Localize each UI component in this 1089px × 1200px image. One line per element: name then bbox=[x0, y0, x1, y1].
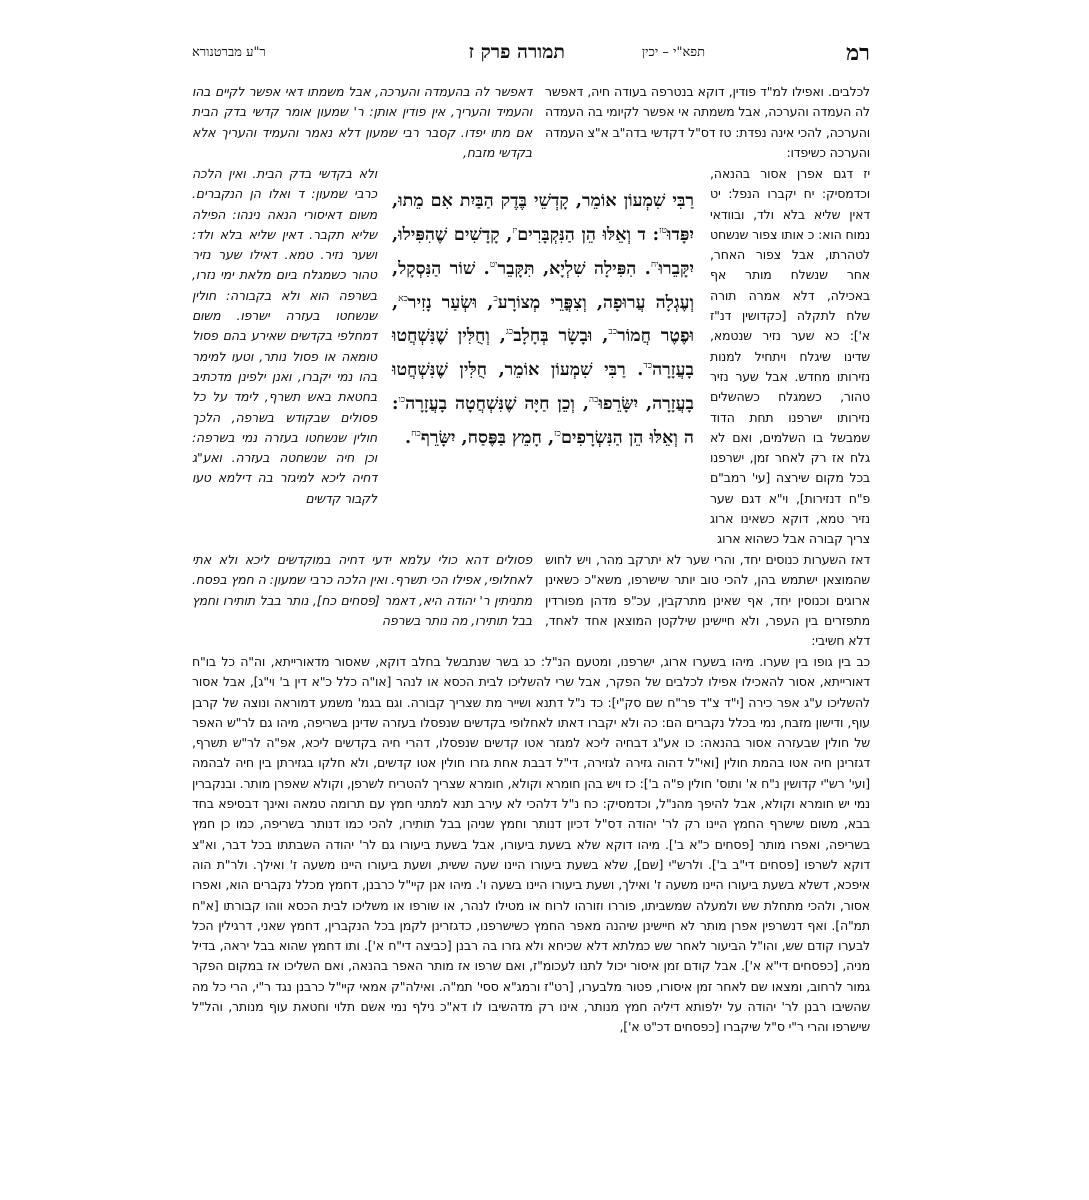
note-marker: כב bbox=[608, 327, 618, 338]
note-marker: כח bbox=[411, 428, 421, 439]
note-marker: כו bbox=[398, 395, 406, 406]
note-marker: כד bbox=[643, 361, 653, 372]
tractate-title: תמורה פרק ז bbox=[468, 41, 565, 63]
mishna-segment: . הִפִּילָה שִׁלְיָא, תִּקָּבֵר bbox=[497, 258, 651, 279]
mishna-segment: : ה וְאֵלּוּ הֵן הַנִּשְׂרָפִים bbox=[392, 393, 694, 448]
bartenura-commentary-tail: פסולים דהא כולי עלמא ידעי דחיה במוקדשים ליכא ולא אתי לאחלופי, אפילו הכי תשרף. ואין הלכה כרבי שמעון: ה חמץ בפסח. מתניתין ר' יהודה היא, דאמר [פסחים כח], נותר בבל תותירו וחמץ בבל תותירו, מה נותר בשרפה bbox=[192, 552, 532, 628]
mishna-segment: , וּשְׂעַר נָזִיר bbox=[407, 292, 494, 313]
note-marker: כז bbox=[554, 428, 561, 439]
mishna-segment: , וּבָשָׂר בְּחָלָב bbox=[513, 326, 609, 347]
note-marker: יז bbox=[512, 226, 518, 236]
note-marker: יט bbox=[489, 259, 498, 270]
commentary-label-yachin: תפא"י – יכין bbox=[641, 45, 705, 60]
mishna-segment: : ד וְאֵלּוּ הֵן הַנִּקְבָּרִים bbox=[517, 224, 660, 245]
talmud-page bbox=[192, 38, 870, 1035]
note-marker: כא bbox=[398, 293, 408, 304]
mishna-segment: , קָדָשִׁים שֶׁהִפִּילוּ, יִקָּבֵרוּ bbox=[392, 224, 694, 279]
note-marker: כה bbox=[588, 395, 599, 406]
commentary-label-bartenura: ר"ע מברטנורא bbox=[192, 45, 266, 60]
mishna-segment: . bbox=[405, 427, 412, 448]
bartenura-commentary-narrow: ולא בקדשי בדק הבית. ואין הלכה כרבי שמעון: ד ואלו הן הנקברים. משום דאיסורי הנאה נינהו: הפילה שליא תקבר. דאין שליא בלא ולד: ושער נזיר. טמא. דאילו שער נזיר טהור כשמגלח ביום מלאת ימי נזרו, בשרפה הוא ולא בקבורה: חולין שנשחטו בעזרה ישרפו. משום דמחלפי בקדשים שאירע בהם פסול טומאה או פסול נותר, וטעו למימר בהו נמי יקברו, ואנן ילפינן מדכתיב בחטאת באש תשרף, לימד על כל פסולים שבקודש בשרפה, הלכך חולין שנשחטו בעזרה נמי בשרפה: וכן חיה שנשחטה בעזרה. ואע"ג דחיה ליכא למיגזר בה דילמא טעו לקבור קדשים bbox=[192, 166, 377, 506]
page-header bbox=[192, 38, 870, 68]
note-marker: טז bbox=[659, 226, 667, 236]
yachin-commentary-narrow: יז דגם אפרן אסור בהנאה, וכדמסיק: יח יקברו הנפל: יט דאין שליא בלא ולד, ובוודאי נמוח הוא: כ אותו צפור שנשחט לטהרתו, אבל צפור האחר, אחר שנשלח מותר אף באכילה, דלא אמרה תורה שלח לתקלה [כקדושין דנ"ז א']: כא שער נזיר שנטמא, שדינו שיגלח ויתחיל למנות נזירותו מחדש. אבל שער נזיר טהור, כשמגלח כשהשלים נזירותו ישרפנו תחת הדוד שמבשל בו השלמים, ואם לא גלח אז רק לאחר זמן, ישרפנו בכל מקום שירצה [עי' רמב"ם פ"ח דנזירות], וי"א דגם שער נזיר טמא, דוקא כשאינו ארוג צריך קבורה אבל כשהוא ארוג bbox=[710, 166, 870, 547]
note-marker: יח bbox=[650, 259, 659, 270]
yachin-commentary-bottom: כב בין גופו בין שערו. מיהו בשערו ארוג, ישרפנו, ומטעם הנ"ל: כג בשר שנתבשל בחלב דוקא, שאסור מדאורייתא, וה"ה כל בו"ח דאורייתא, אסור להאכילו אפילו לכלבים של הפקר, אבל שרי להשליכו לבית הכסא או לנהר [או"ה כלל כ"א דין ב' וי"ג], אבל אסור להשליכו ע"ג אפר כירה [י"ד צ"ד פר"ח שם סק"י]: כד נ"ל דתנא ושייר מת שצריך קבורה. וגם בגמ' משמע דמוראה ונוצה של קרבן עוף, ודישון מזבח, נמי בכלל נקברים הם: כה ולא יקברו דאתו לאחלופי בקדשים שנפסלו בעזרה שדינן בשריפה, מיהו גם לר"ש האפר של חולין שבעזרה אסור בהנאה: כו אע"ג דבחיה ליכא למגזר אטו קדשים שנפסלו, דהרי חיה בקדשים ליכא, אפ"ה לר"ש תשרף, דגזרינן חיה אטו בהמת חולין [ואי"ל דהוה גזירה לגזירה, די"ל דבבת אחת גזרו חולין אטו קדשים, ולא חלקו בגזירתן בין חיה לבהמה [ועי' רש"י קדושין נ"ח א' ותוס' חולין פ"ה ב']: כז ויש בהן חומרא וקולא, חומרא שצריך להטריח לשרפן, וקולא שאפרן מותר. ובנקברין נמי יש חומרא וקולא, אבל להיפך מהנ"ל, וכדמסיק: כח נ"ל דלהכי לא עירב תנא למתני חמץ עם תרומה טמאה ואינך דבסיפא בחד בבא, משום שישרף החמץ היינו רק לר' יהודה דס"ל דכיון דנותר וחמץ שניהן בבל תותירו, להכי כמו דנותר בשריפה, כמו כן חמץ בשריפה, ואפרו מותר [פסחים כ"א ב']. מיהו דוקא שלא בשעת ביעורו, אבל בשעת ביעורו גם לר' יהודה השבתתו בכל דבר, וא"צ דוקא לשרפו [פסחים די"ב ב']. ולרש"י [שם], שלא בשעת ביעורו היינו שעה ששית, ושעת ביעורו היינו משעה ז' ואילך. ולר"ת הוה איפכא, דשלא בשעת ביעורו היינו משעה ז' ואילך, ושעת ביעורו היינו בשעה ו'. מיהו אנן קיי"ל כרבנן, דחמץ מכלל נקברים הוא, ואפרו אסור, ולהכי מתחלת שש ולמעלה שמשביתו, פוררו וזורהו לרוח או מטילו לנהר, או שורפו או משליכו לבית הכסא ווהו קבורתו [א"ח תמ"ה]. ואף דנשרפין אפרן מותר לא חיישינן שיהנה מאפר החמץ כשישרפנו, כדגזרינן לקמן בכל הנקברין, דחמץ שאני, דרגילין הכל לבערו קודם שש, והו"ל הביעור לאחר שש כמלתא דלא שכיחא ולא גזרו בה רבנן [כביצה די"ח א']. ותו דחמץ שהוא בבל יראה, בדיל מניה, [כפסחים די"א א']. אבל קודם זמן איסור יכול לתנו לעכומ"ז, ואם שרפו אז מותר האפר בהנאה, ואם השליכו אז במקום הפקר גמור לרחוב, ומצאו שם לאחר זמן איסורו, פטור מלבערו, [רט"ז ורמג"א ססי' תמ"ה. ואילה"ק אמאי קיי"ל כרבנן נגד ר"י, הרי כל מה שהשיבו רבנן לר' יהודה על ילפותא דיליה חמץ מנותר, אינו רק מדהשיבו לו דא"כ נילף נמי אשם תלוי וחטאת עוף מנותר, והל"ל שישרפו והרי ר"י ס"ל שיקברו [כפסחים דכ"ט א'], bbox=[192, 654, 870, 1035]
note-marker: כג bbox=[505, 327, 514, 338]
note-marker: כ bbox=[493, 293, 498, 304]
bartenura-commentary-top: דאפשר לה בהעמדה והערכה, אבל משמתו דאי אפשר לקיים בהו והעמיד והעריך, אין פודין אותן: ר' שמעון אומר קדשי בדק הבית אם מתו יפדו. קסבר רבי שמעון דלא נאמר והעמיד והעריך אלא בקדשי מזבח, bbox=[192, 84, 532, 160]
mishna-segment: רַבִּי שִׁמְעוֹן אוֹמֵר, קָדְשֵׁי בֶּדֶק הַבַּיִת אִם מֵתוּ, יִפָּדוּ bbox=[392, 191, 695, 245]
mishna-segment: , וְכֵן חַיָּה שֶׁנִּשְׁחֲטָה בָעֲזָרָה bbox=[405, 393, 589, 414]
folio-number: רמ bbox=[846, 40, 870, 66]
mishna-text bbox=[392, 186, 694, 453]
yachin-commentary-tail: דאז השערות כנוסים יחד, והרי שער לא יתרקב מהר, ויש לחוש שהמוצאן ישתמש בהן, להכי טוב יותר שישרפו, משא"כ כשאינן ארוגים וכנוסין יחד, אף שאינן מתרקבין, עכ"פ מדהן מפורדין מתפזרים בין העפר, ולא חיישינן שילקטן המוצאן אחד לאחד, דלא חשיבי: bbox=[545, 552, 870, 649]
mishna-segment: , חָמֵץ בַּפֶּסַח, יִשָּׂרֵף bbox=[420, 427, 555, 448]
mishna-segment: . שׁוֹר הַנִּסְקָל, וְעֶגְלָה עֲרוּפָה, וְצִפֳּרֵי מְצוֹרָע bbox=[392, 258, 694, 313]
mishna-segment: , וְחֻלִּין שֶׁנִּשְׁחֲטוּ בָעֲזָרָה bbox=[392, 326, 694, 381]
yachin-commentary-top: לכלבים. ואפילו למ"ד פודין, דוקא בנטרפה בעודה חיה, דאפשר לה העמדה והערכה, אבל משמתה אי אפשר לקיומי בה העמדה והערכה, להכי אינה נפדת: טז דס"ל דקדשי בדה"ב א"צ העמדה והערכה כשיפדו: bbox=[545, 84, 870, 160]
mishna-segment: . רַבִּי שִׁמְעוֹן אוֹמֵר, חֻלִּין שֶׁנִּשְׁחֲטוּ בָעֲזָרָה, יִשָּׂרֵפוּ bbox=[392, 360, 694, 414]
mishna-segment: , וּפֶטֶר חֲמוֹר bbox=[392, 292, 694, 347]
